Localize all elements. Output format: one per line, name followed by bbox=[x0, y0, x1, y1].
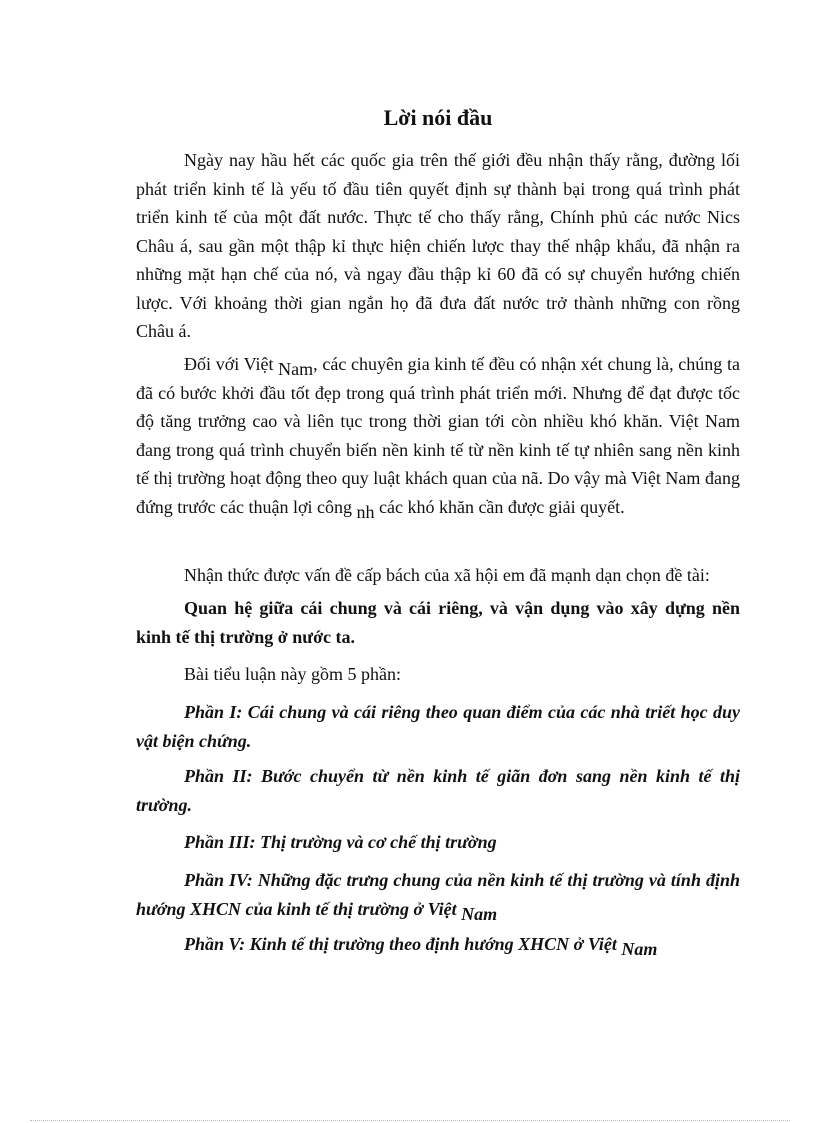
paragraph-intro: Ngày nay hầu hết các quốc gia trên thế giới đều nhận thấy rằng, đường lối phát triển kinh tế là yếu tố đầu tiên quyết định sự thành bại trong quá trình phát triển kinh tế của một đất nước. Thực tế cho thấy rằng, Chính phủ các nước Nics Châu á, sau gần một thập kỉ thực hiện chiến lược thay thế nhập khẩu, đã nhận ra những mặt hạn chế của nó, và ngay đầu thập kỉ 60 đã có sự chuyển hướng chiến lược. Với khoảng thời gian ngắn họ đã đưa đất nước trở thành những con rồng Châu á. bbox=[136, 150, 740, 341]
part-iii: Phần III: Thị trường và cơ chế thị trường bbox=[184, 832, 497, 852]
part-iv-sub-nam: Nam bbox=[461, 903, 498, 924]
paragraph-vietnam-sub-nh: nh bbox=[356, 501, 375, 522]
paragraph-topic-intro: Nhận thức được vấn đề cấp bách của xã hội em đã mạnh dạn chọn đề tài: bbox=[184, 565, 710, 585]
part-ii: Phần II: Bước chuyển từ nền kinh tế giãn đơn sang nền kinh tế thị trường. bbox=[136, 766, 740, 815]
paragraph-vietnam-text-c: , các chuyên gia kinh tế đều có nhận xét chung là, chúng ta đã có bước khởi đầu tốt đẹp trong quá trình phát triển mới. Nhưng để đạt được tốc độ tăng trưởng cao và liên tục trong thời gian tới còn nhiều khó khăn. Việt Nam đang trong quá trình chuyển biến nền kinh tế từ nền kinh tế tự nhiên sang nền kinh tế thị trường hoạt động theo quy luật khách quan của nã. Do vậy mà Việt Nam đang đứng trước các thuận lợi công bbox=[136, 354, 740, 517]
part-iv bbox=[136, 866, 740, 923]
paragraph-vietnam-text-a: Đối với Việt bbox=[184, 354, 279, 374]
part-v bbox=[136, 930, 740, 959]
paragraph-vietnam bbox=[136, 350, 740, 521]
part-i: Phần I: Cái chung và cái riêng theo quan điểm của các nhà triết học duy vật biện chứng. bbox=[136, 702, 740, 751]
part-v-sub-nam: Nam bbox=[621, 939, 658, 959]
paragraph-vietnam-text-e: các khó khăn cần được giải quyết. bbox=[374, 496, 625, 517]
page-bottom-border bbox=[30, 1120, 790, 1121]
part-v-text: Phần V: Kinh tế thị trường theo định hướng XHCN ở Việt bbox=[184, 934, 622, 954]
paragraph-topic-title: Quan hệ giữa cái chung và cái riêng, và vận dụng vào xây dựng nền kinh tế thị trường ở nước ta. bbox=[136, 598, 740, 647]
paragraph-vietnam-sub-nam: Nam bbox=[278, 359, 314, 379]
paragraph-parts-intro: Bài tiểu luận này gồm 5 phần: bbox=[184, 664, 401, 684]
document-title: Lời nói đầu bbox=[383, 105, 493, 130]
part-iv-text: Phần IV: Những đặc trưng chung của nền kinh tế thị trường và tính định hướng XHCN của kinh tế thị trường ở Việt bbox=[136, 870, 740, 919]
